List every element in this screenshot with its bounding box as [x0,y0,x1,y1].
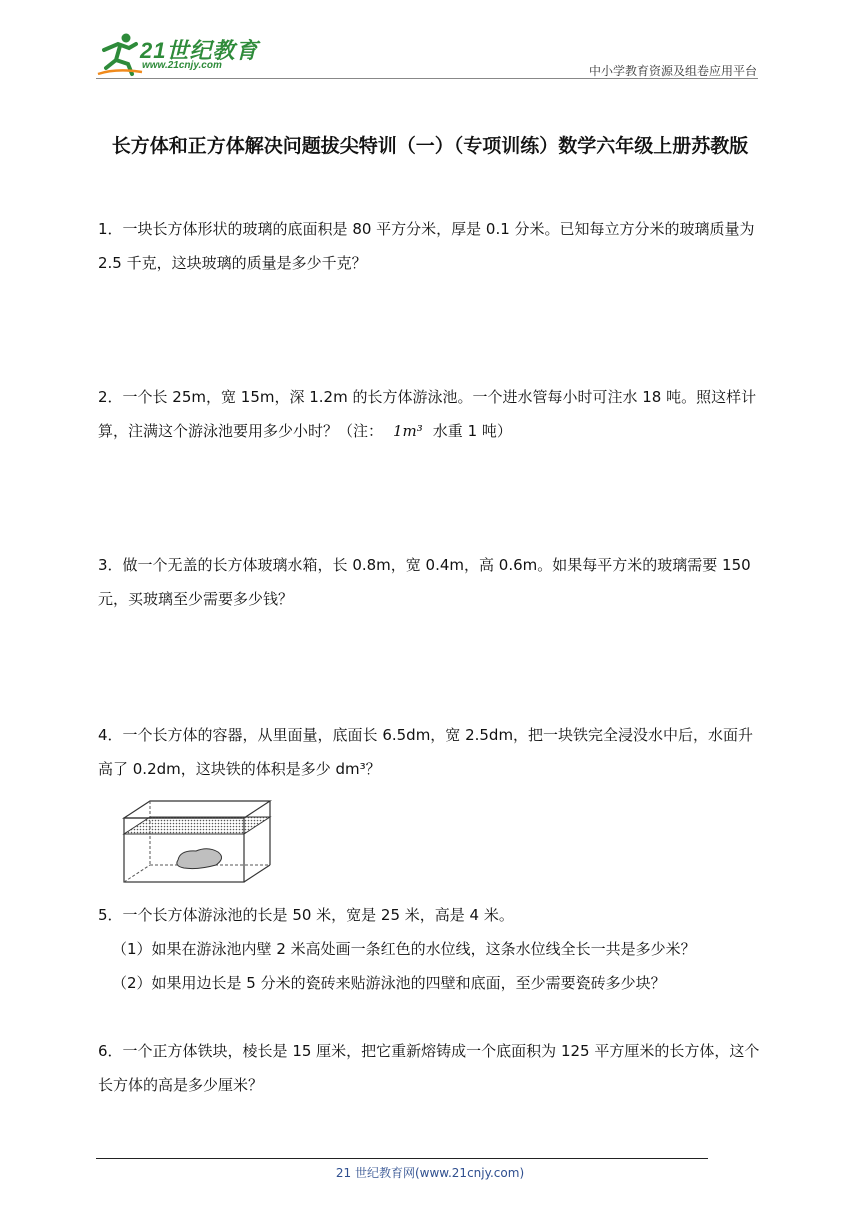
logo [96,32,266,78]
runner-logo-icon [96,32,144,78]
question-5-part-2: （2）如果用边长是 5 分米的瓷砖来贴游泳池的四壁和底面，至少需要瓷砖多少块？ [112,974,666,992]
page-footer: 21 世纪教育网(www.21cnjy.com) [335,1166,525,1180]
logo-text: 21世纪教育 [140,38,259,63]
container-figure [118,798,274,884]
question-6: 6．一个正方体铁块，棱长是 15 厘米，把它重新熔铸成一个底面积为 125 平方厘米的长方体，这个长方体的高是多少厘米？ [98,1042,760,1094]
question-2 [98,380,766,448]
platform-name: 中小学教育资源及组卷应用平台 [588,64,757,78]
question-4: 4．一个长方体的容器，从里面量，底面长 6.5dm，宽 2.5dm，把一块铁完全浸没水中后，水面升高了 0.2dm，这块铁的体积是多少 dm³？ [98,726,754,778]
question-3: 3．做一个无盖的长方体玻璃水箱，长 0.8m，宽 0.4m，高 0.6m。如果每平方米的玻璃需要 150 元，买玻璃至少需要多少钱？ [98,556,751,608]
question-5: 5．一个长方体游泳池的长是 50 米，宽是 25 米，高是 4 米。 [98,906,514,924]
question-2-text-end: 水重 1 吨） [432,422,512,440]
question-5-part-1: （1）如果在游泳池内壁 2 米高处画一条红色的水位线，这条水位线全长一共是多少米？ [112,940,696,958]
footer-divider [96,1158,708,1159]
question-2-text: 2．一个长 25m，宽 15m，深 1.2m 的长方体游泳池。一个进水管每小时可注水 18 吨。照这样计算，注满这个游泳池要用多少小时？（注： [98,388,757,440]
page-header [0,0,860,90]
header-divider [96,78,758,79]
logo-url: www.21cnjy.com [142,60,222,71]
question-1: 1．一块长方体形状的玻璃的底面积是 80 平方分米，厚是 0.1 分米。已知每立方分米的玻璃质量为 2.5 千克，这块玻璃的质量是多少千克？ [98,220,755,272]
page-title: 长方体和正方体解决问题拔尖特训（一）（专项训练）数学六年级上册苏教版 [111,135,749,157]
question-2-math: 1m³ [393,422,423,440]
